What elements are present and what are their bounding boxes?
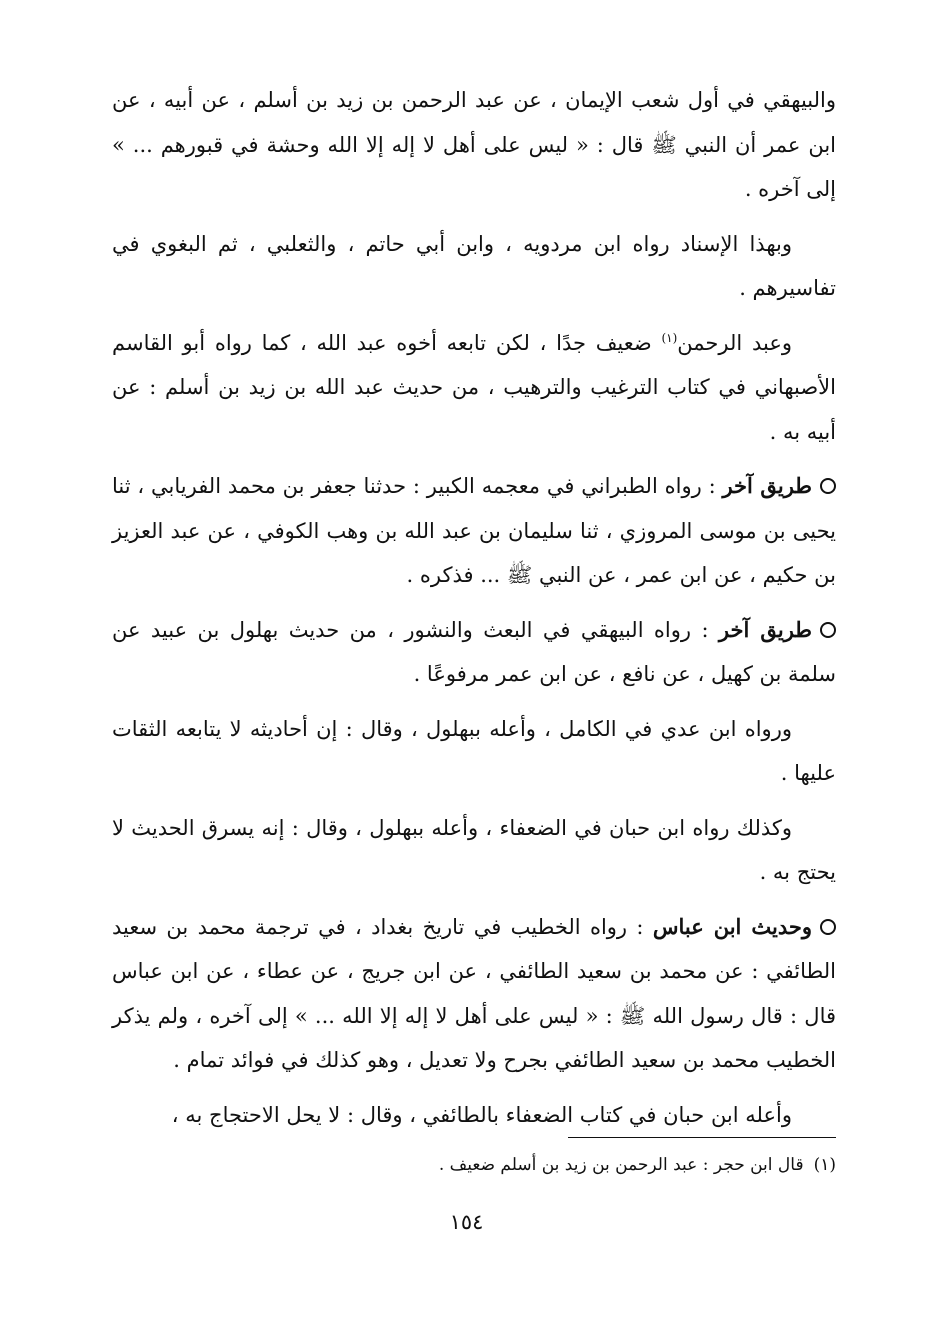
footnote-divider bbox=[568, 1137, 836, 1138]
paragraph-9 bbox=[112, 1093, 836, 1138]
circle-bullet-icon bbox=[820, 622, 836, 638]
footnote-marker: (١) bbox=[813, 1155, 836, 1175]
paragraph-text: وأعله ابن حبان في كتاب الضعفاء بالطائفي ، وقال : لا يحل الاحتجاج به ، bbox=[171, 1102, 792, 1127]
page-number: ١٥٤ bbox=[449, 1210, 484, 1234]
section-lead: طريق آخر bbox=[722, 473, 812, 498]
paragraph-7 bbox=[112, 806, 836, 895]
paragraph-2 bbox=[112, 222, 836, 311]
paragraph-1 bbox=[112, 78, 836, 212]
paragraph-text: : رواه الطبراني في معجمه الكبير : حدثنا جعفر بن محمد الفريابي ، ثنا يحيى بن موسى المروزي ، ثنا سليمان بن عبد الله بن وهب الكوفي ، عن عبد العزيز بن حكيم ، عن ابن عمر ، عن النبي ﷺ ... فذكره . bbox=[112, 474, 836, 587]
footnote-reference: (١) bbox=[661, 330, 678, 345]
paragraph-5 bbox=[112, 608, 836, 697]
circle-bullet-icon bbox=[820, 478, 836, 494]
paragraph-text: والبيهقي في أول شعب الإيمان ، عن عبد الرحمن بن زيد بن أسلم ، عن أبيه ، عن ابن عمر أن النبي ﷺ قال : « ليس على أهل لا إله إلا الله وحشة في قبورهم ... » إلى آخره . bbox=[112, 88, 836, 201]
circle-bullet-icon bbox=[820, 919, 836, 935]
paragraph-3 bbox=[112, 321, 836, 455]
paragraph-text-start: وعبد الرحمن bbox=[677, 330, 792, 355]
paragraph-text: ورواه ابن عدي في الكامل ، وأعله ببهلول ، وقال : إن أحاديثه لا يتابعه الثقات عليها . bbox=[112, 716, 836, 785]
section-lead: طريق آخر bbox=[718, 616, 813, 642]
paragraph-text: وكذلك رواه ابن حبان في الضعفاء ، وأعله ببهلول ، وقال : إنه يسرق الحديث لا يحتج به . bbox=[112, 815, 836, 884]
paragraph-8 bbox=[112, 905, 836, 1083]
paragraph-text: ضعيف جدًا ، لكن تابعه أخوه عبد الله ، كما رواه أبو القاسم الأصبهاني في كتاب الترغيب والترهيب ، من حديث عبد الله بن زيد بن أسلم : عن أبيه به . bbox=[112, 330, 836, 444]
section-lead: وحديث ابن عباس bbox=[652, 913, 812, 939]
main-text bbox=[112, 78, 836, 1147]
footnote-text: قال ابن حجر : عبد الرحمن بن زيد بن أسلم ضعيف . bbox=[438, 1155, 804, 1175]
paragraph-4 bbox=[112, 464, 836, 598]
paragraph-text: وبهذا الإسناد رواه ابن مردويه ، وابن أبي حاتم ، والثعلبي ، ثم البغوي في تفاسيرهم . bbox=[112, 231, 836, 300]
paragraph-text: : رواه الخطيب في تاريخ بغداد ، في ترجمة محمد بن سعيد الطائفي : عن محمد بن سعيد الطائفي ، عن ابن جريج ، عن عطاء ، عن ابن عباس قال : قال رسول الله ﷺ : « ليس على أهل لا إله إلا الله ... » إلى آخره ، ولم يذكر الخطيب محمد بن سعيد الطائفي بجرح ولا تعديل ، وهو كذلك في فوائد تمام . bbox=[112, 914, 837, 1072]
footnote bbox=[112, 1150, 836, 1180]
paragraph-text: : رواه البيهقي في البعث والنشور ، من حديث بهلول بن عبيد عن سلمة بن كهيل ، عن نافع ، عن ابن عمر مرفوعًا . bbox=[112, 617, 836, 686]
paragraph-6 bbox=[112, 707, 836, 796]
